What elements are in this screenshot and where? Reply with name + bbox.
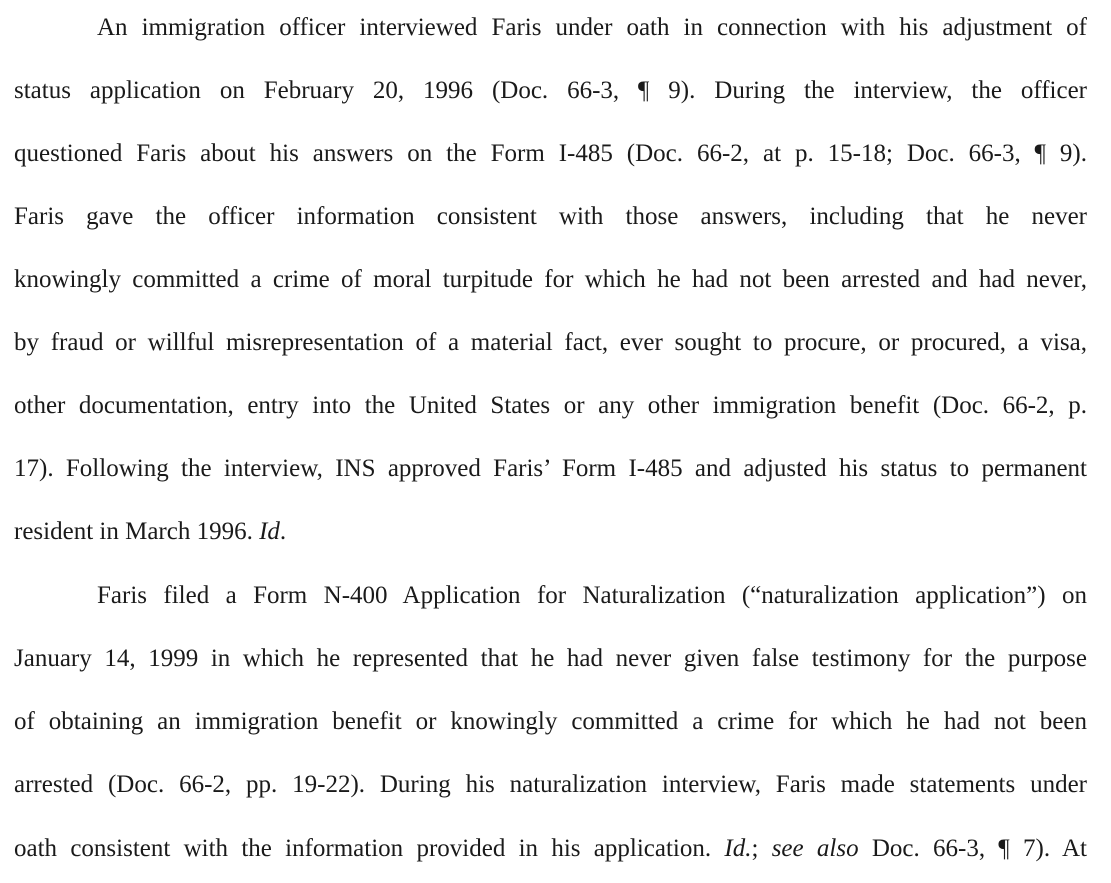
paragraph-2-last-end: Doc. 66-3, ¶ 7). At <box>858 835 1087 862</box>
paragraph-2-line-4: arrested (Doc. 66-2, pp. 19-22). During his naturalization interview, Faris made statements under <box>14 771 1087 798</box>
paragraph-2-line-1: Faris filed a Form N-400 Application for Naturalization (“naturalization application”) on <box>97 582 1087 609</box>
paragraph-1-line-2: status application on February 20, 1996 (Doc. 66-3, ¶ 9). During the interview, the officer <box>14 77 1087 104</box>
paragraph-1-last-text: resident in March 1996. <box>14 518 260 545</box>
paragraph-1-last-period: . <box>279 518 287 545</box>
paragraph-2-line-5 <box>14 831 1087 867</box>
id-citation: Id <box>259 518 280 545</box>
paragraph-2-last-start: oath consistent with the information provided in his application. <box>14 835 725 862</box>
paragraph-1-line-5: knowingly committed a crime of moral turpitude for which he had not been arrested and had never, <box>14 266 1087 293</box>
paragraph-1-line-4: Faris gave the officer information consistent with those answers, including that he never <box>14 203 1087 230</box>
paragraph-1-line-1: An immigration officer interviewed Faris under oath in connection with his adjustment of <box>97 14 1087 41</box>
see-also-signal: see also <box>771 835 859 862</box>
paragraph-1-line-7: other documentation, entry into the United States or any other immigration benefit (Doc. 66-2, p. <box>14 392 1087 419</box>
paragraph-1-line-6: by fraud or willful misrepresentation of a material fact, ever sought to procure, or procured, a visa, <box>14 329 1087 356</box>
paragraph-2-line-2: January 14, 1999 in which he represented that he had never given false testimony for the purpose <box>14 645 1087 672</box>
paragraph-1-line-3: questioned Faris about his answers on the Form I-485 (Doc. 66-2, at p. 15-18; Doc. 66-3, ¶ 9). <box>14 140 1087 167</box>
citation-separator: ; <box>751 835 772 862</box>
paragraph-1-line-9 <box>14 514 1087 550</box>
paragraph-2-line-3: of obtaining an immigration benefit or knowingly committed a crime for which he had not been <box>14 708 1087 735</box>
paragraph-1-line-8: 17). Following the interview, INS approved Faris’ Form I-485 and adjusted his status to permanent <box>14 455 1087 482</box>
id-citation-2: Id. <box>724 835 752 862</box>
